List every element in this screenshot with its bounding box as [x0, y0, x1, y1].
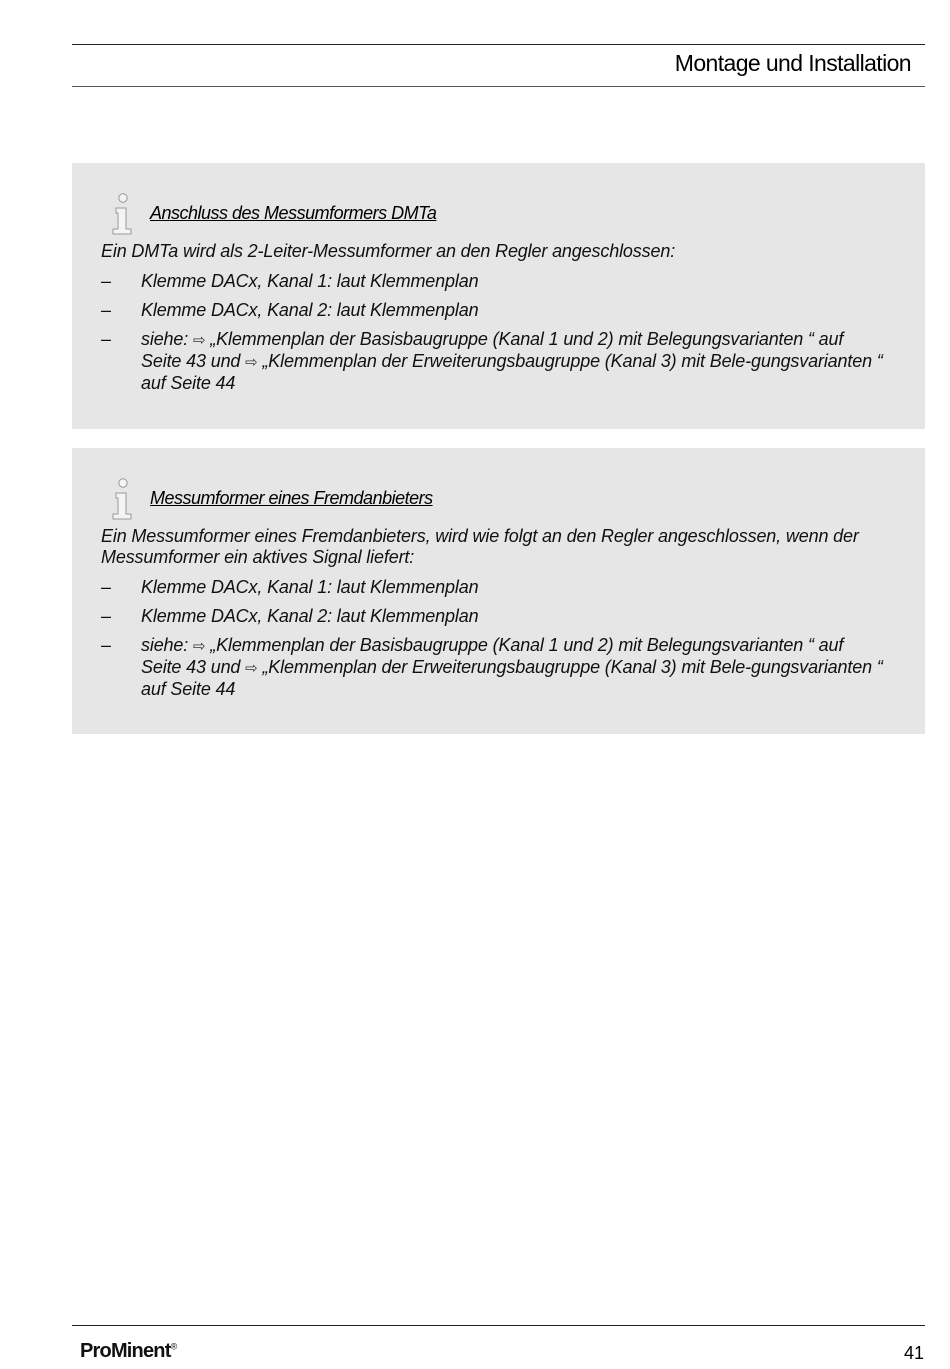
note-heading: Messumformer eines Fremdanbieters [150, 488, 433, 508]
list-dash: – [101, 300, 111, 320]
prominent-logo [80, 1340, 176, 1363]
see-prefix: siehe: [141, 329, 193, 349]
note-intro: Ein DMTa wird als 2-Leiter-Messumformer an den Regler angeschlossen: [101, 241, 676, 261]
see-prefix: siehe: [141, 635, 193, 655]
note-list [101, 577, 885, 700]
list-item [101, 635, 885, 700]
list-item [101, 329, 885, 394]
list-item [101, 300, 885, 321]
cross-reference-arrow-icon: ⇨ [245, 660, 258, 677]
list-dash: – [101, 635, 111, 655]
list-item-text: Klemme DACx, Kanal 2: laut Klemmenplan [141, 300, 479, 320]
page-number: 41 [903, 1343, 924, 1363]
header-rule-bottom [72, 86, 925, 87]
info-icon [111, 478, 133, 520]
note-intro: Ein Messumformer eines Fremdanbieters, wird wie folgt an den Regler angeschlossen, wenn der Messumformer ein aktives Signal liefert: [101, 526, 859, 567]
note-header [101, 193, 885, 241]
cross-reference-link[interactable]: „Klemmenplan der Erweiterungsbaugruppe (Kanal 3) mit Bele-gungsvarianten “ auf Seite 44 [141, 351, 883, 393]
joiner-text: und [205, 657, 246, 677]
list-dash: – [101, 329, 111, 349]
logo-text: ProMinent [80, 1340, 171, 1362]
list-item [101, 577, 885, 598]
list-item [101, 606, 885, 627]
list-item-text: Klemme DACx, Kanal 1: laut Klemmenplan [141, 271, 479, 291]
note-heading: Anschluss des Messumformers DMTa [150, 203, 437, 223]
cross-reference-link[interactable]: „Klemmenplan der Basisbaugruppe (Kanal 1 und 2) mit Belegungsvarianten “ auf Seite 43 [141, 635, 844, 677]
list-dash: – [101, 577, 111, 597]
list-dash: – [101, 271, 111, 291]
registered-mark: ® [170, 1341, 177, 1352]
info-note-third-party [72, 448, 925, 734]
list-dash: – [101, 606, 111, 626]
joiner-text: und [205, 351, 246, 371]
cross-reference-link[interactable]: „Klemmenplan der Basisbaugruppe (Kanal 1 und 2) mit Belegungsvarianten “ auf Seite 43 [141, 329, 844, 371]
cross-reference-arrow-icon: ⇨ [192, 638, 206, 655]
header-rule-top [72, 44, 925, 45]
list-item [101, 271, 885, 292]
footer-rule [72, 1325, 925, 1326]
page-title: Montage und Installation [674, 50, 911, 76]
note-header [101, 478, 885, 526]
info-note-dmta [72, 163, 925, 429]
cross-reference-link[interactable]: „Klemmenplan der Erweiterungsbaugruppe (Kanal 3) mit Bele-gungsvarianten “ auf Seite 44 [141, 657, 883, 699]
info-icon [111, 193, 133, 235]
note-list [101, 271, 885, 394]
cross-reference-arrow-icon: ⇨ [192, 332, 206, 349]
cross-reference-arrow-icon: ⇨ [245, 354, 258, 371]
list-item-text: Klemme DACx, Kanal 2: laut Klemmenplan [141, 606, 479, 626]
list-item-text: Klemme DACx, Kanal 1: laut Klemmenplan [141, 577, 479, 597]
